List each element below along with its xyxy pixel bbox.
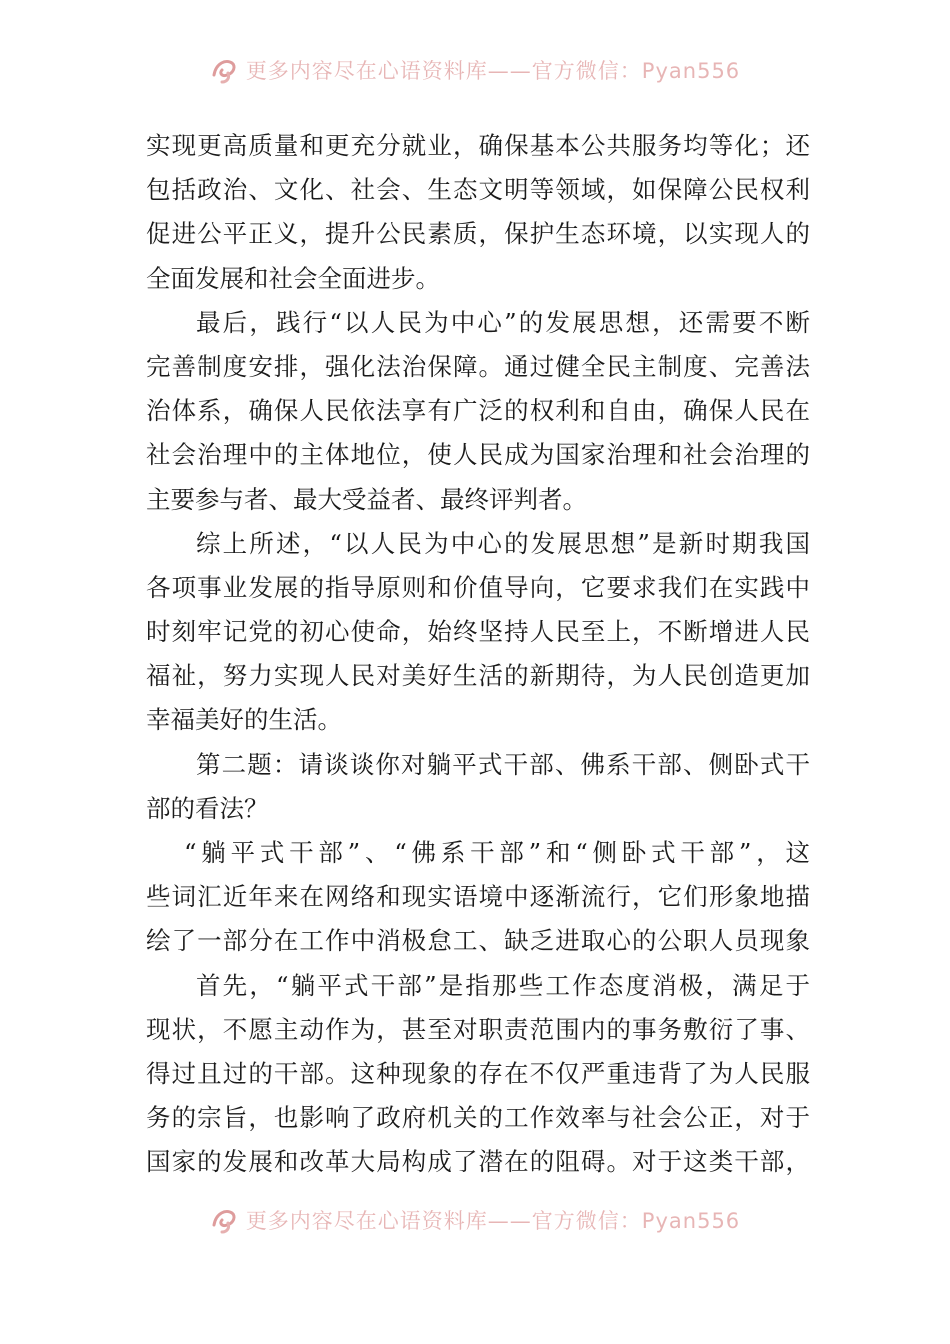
header-watermark (0, 50, 950, 90)
text-line: 完善制度安排，强化法治保障。通过健全民主制度、完善法 (146, 351, 810, 381)
text-line: 综上所述，“以人民为中心的发展思想”是新时期我国 (196, 528, 810, 558)
text-line: 现状，不愿主动作为，甚至对职责范围内的事务敷衍了事、 (146, 1014, 810, 1044)
text-line: 国家的发展和改革大局构成了潜在的阻碍。对于这类干部， (146, 1147, 810, 1177)
text-line: 福祉，努力实现人民对美好生活的新期待，为人民创造更加 (146, 661, 810, 691)
watermark-text: 更多内容尽在心语资料库——官方微信：Pyan556 (245, 59, 741, 83)
text-line: 最后，践行“以人民为中心”的发展思想，还需要不断 (196, 307, 810, 337)
text-line: 主要参与者、最大受益者、最终评判者。 (146, 484, 587, 514)
document-body (146, 124, 810, 1185)
logo-icon (210, 1205, 240, 1235)
text-line: 实现更高质量和更充分就业，确保基本公共服务均等化；还 (146, 131, 810, 160)
text-line: 包括政治、文化、社会、生态文明等领域，如保障公民权利 (146, 175, 810, 205)
text-line: 时刻牢记党的初心使命，始终坚持人民至上，不断增进人民 (146, 617, 810, 647)
text-line: 促进公平正义，提升公民素质，保护生态环境，以实现人的 (146, 219, 810, 249)
text-line: 各项事业发展的指导原则和价值导向，它要求我们在实践中 (146, 572, 810, 602)
text-line: 幸福美好的生活。 (146, 705, 342, 735)
text-line: 些词汇近年来在网络和现实语境中逐渐流行，它们形象地描 (146, 882, 810, 912)
text-line: 社会治理中的主体地位，使人民成为国家治理和社会治理的 (146, 440, 810, 470)
logo-icon (210, 55, 240, 85)
text-line: 全面发展和社会全面进步。 (146, 263, 440, 293)
text-line: 绘了一部分在工作中消极怠工、缺乏进取心的公职人员现象 (146, 926, 810, 956)
question-heading: 部的看法？ (146, 793, 269, 823)
text-line: 得过且过的干部。这种现象的存在不仅严重违背了为人民服 (146, 1058, 810, 1088)
text-line: 务的宗旨，也影响了政府机关的工作效率与社会公正，对于 (146, 1103, 810, 1133)
question-heading: 第二题：请谈谈你对躺平式干部、佛系干部、侧卧式干 (196, 749, 810, 779)
text-line: 治体系，确保人民依法享有广泛的权利和自由，确保人民在 (146, 396, 810, 426)
watermark-text: 更多内容尽在心语资料库——官方微信：Pyan556 (245, 1209, 741, 1233)
text-line: 首先，“躺平式干部”是指那些工作态度消极，满足于 (196, 970, 810, 1000)
footer-watermark (0, 1200, 950, 1240)
text-line: “躺平式干部”、“佛系干部”和“侧卧式干部”，这 (184, 838, 810, 867)
